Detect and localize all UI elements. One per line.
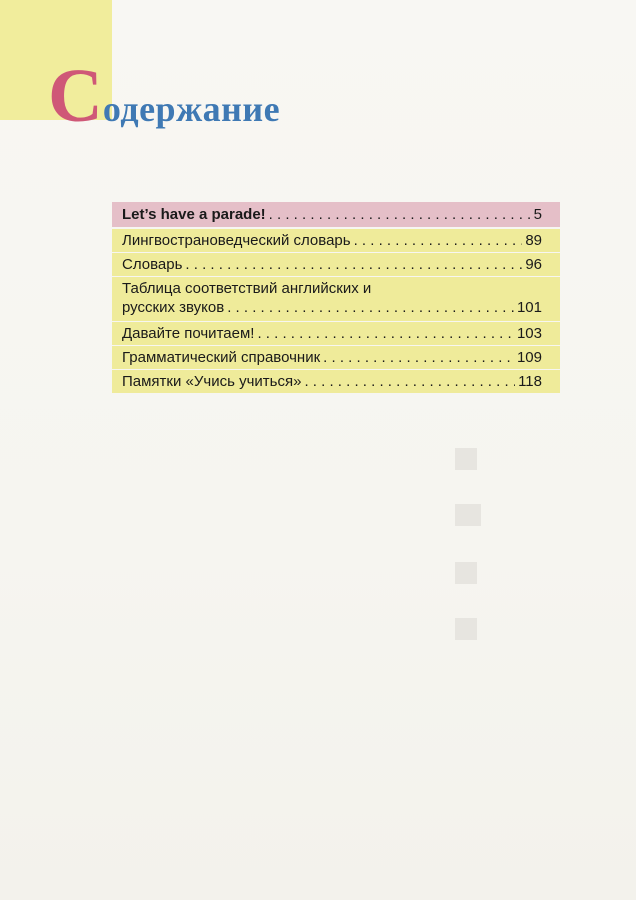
toc-page-number: 89 [525,232,542,249]
table-of-contents [112,202,560,394]
toc-entry-label: Let’s have a parade! [122,206,266,223]
toc-entry-label: Грамматический справочник [122,349,321,366]
toc-entry-label: Памятки «Учись учиться» [122,373,302,390]
toc-entry-label: русских звуков [122,299,225,316]
toc-leader-dots [227,298,514,317]
toc-page-number: 118 [518,373,542,390]
title-initial: С [48,54,103,138]
toc-entry-label: Таблица соответствий английских и [122,280,372,297]
bleed-through-mark [455,618,477,640]
toc-page-number: 103 [516,325,542,342]
toc-entry[interactable] [112,202,560,227]
toc-leader-dots [323,346,514,369]
toc-page-number: 109 [516,349,542,366]
toc-leader-dots [354,229,523,252]
title-rest: одержание [102,89,281,129]
toc-entry[interactable] [112,277,560,321]
toc-leader-dots [269,202,531,227]
bleed-through-mark [455,562,477,584]
toc-entry[interactable] [112,229,560,252]
page-title [48,54,281,138]
toc-entry[interactable] [112,346,560,369]
bleed-through-mark [455,504,481,526]
toc-entry[interactable] [112,322,560,345]
toc-entry-label: Словарь [122,256,183,273]
toc-entry[interactable] [112,370,560,393]
toc-leader-dots [304,370,515,393]
toc-page-number: 101 [516,299,542,316]
toc-entry[interactable] [112,253,560,276]
bleed-through-mark [455,448,477,470]
toc-page-number: 96 [525,256,542,273]
toc-entry-label: Лингвострановедческий словарь [122,232,351,249]
toc-page-number: 5 [533,206,542,223]
toc-entry-label: Давайте почитаем! [122,325,255,342]
toc-leader-dots [257,322,514,345]
toc-leader-dots [185,253,522,276]
